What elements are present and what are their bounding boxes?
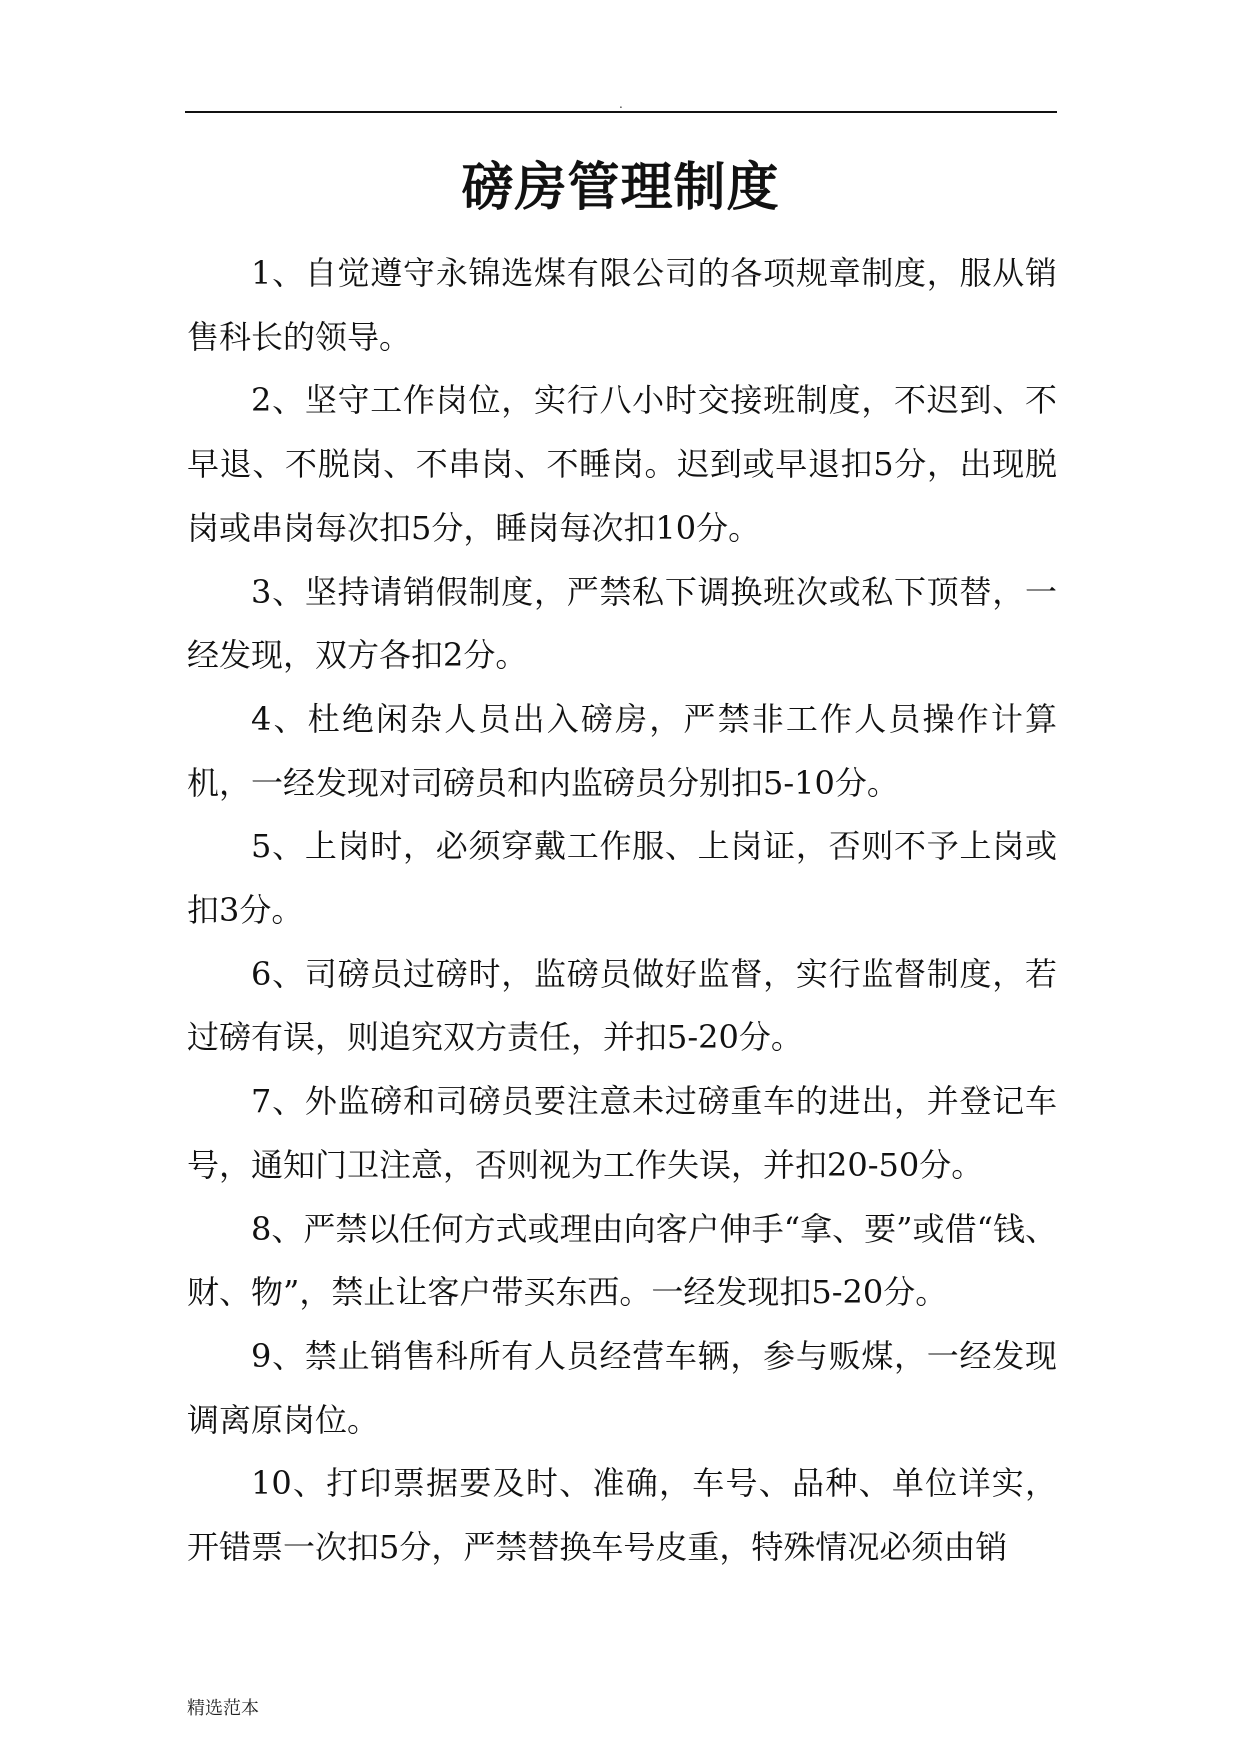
rule-paragraph-10: 10、打印票据要及时、准确，车号、品种、单位详实，开错票一次扣5分，严禁替换车号皮重，特殊情况必须由销	[187, 1464, 1057, 1567]
document-title: 磅房管理制度	[461, 158, 780, 218]
rule-paragraph-3: 3、坚持请销假制度，严禁私下调换班次或私下顶替，一经发现，双方各扣2分。	[187, 572, 1057, 675]
header-mark: .	[619, 97, 623, 111]
rule-paragraph-6: 6、司磅员过磅时，监磅员做好监督，实行监督制度，若过磅有误，则追究双方责任，并扣5-20分。	[187, 954, 1057, 1057]
rule-paragraph-9: 9、禁止销售科所有人员经营车辆，参与贩煤，一经发现调离原岗位。	[187, 1336, 1057, 1439]
rule-paragraph-8: 8、严禁以任何方式或理由向客户伸手“拿、要”或借“钱、财、物”，禁止让客户带买东西。一经发现扣5-20分。	[187, 1209, 1057, 1312]
rule-paragraph-2: 2、坚守工作岗位，实行八小时交接班制度，不迟到、不早退、不脱岗、不串岗、不睡岗。迟到或早退扣5分，出现脱岗或串岗每次扣5分，睡岗每次扣10分。	[187, 381, 1057, 547]
rule-paragraph-5: 5、上岗时，必须穿戴工作服、上岗证，否则不予上岗或扣3分。	[187, 827, 1057, 930]
header-rule	[185, 111, 1057, 113]
rule-paragraph-1: 1、自觉遵守永锦选煤有限公司的各项规章制度，服从销售科长的领导。	[187, 254, 1057, 356]
rule-paragraph-7: 7、外监磅和司磅员要注意未过磅重车的进出，并登记车号，通知门卫注意，否则视为工作失误，并扣20-50分。	[187, 1082, 1057, 1184]
rule-paragraph-4: 4、杜绝闲杂人员出入磅房，严禁非工作人员操作计算机，一经发现对司磅员和内监磅员分别扣5-10分。	[187, 699, 1057, 802]
document-body	[187, 242, 1057, 1580]
footer-label: 精选范本	[187, 1698, 259, 1719]
